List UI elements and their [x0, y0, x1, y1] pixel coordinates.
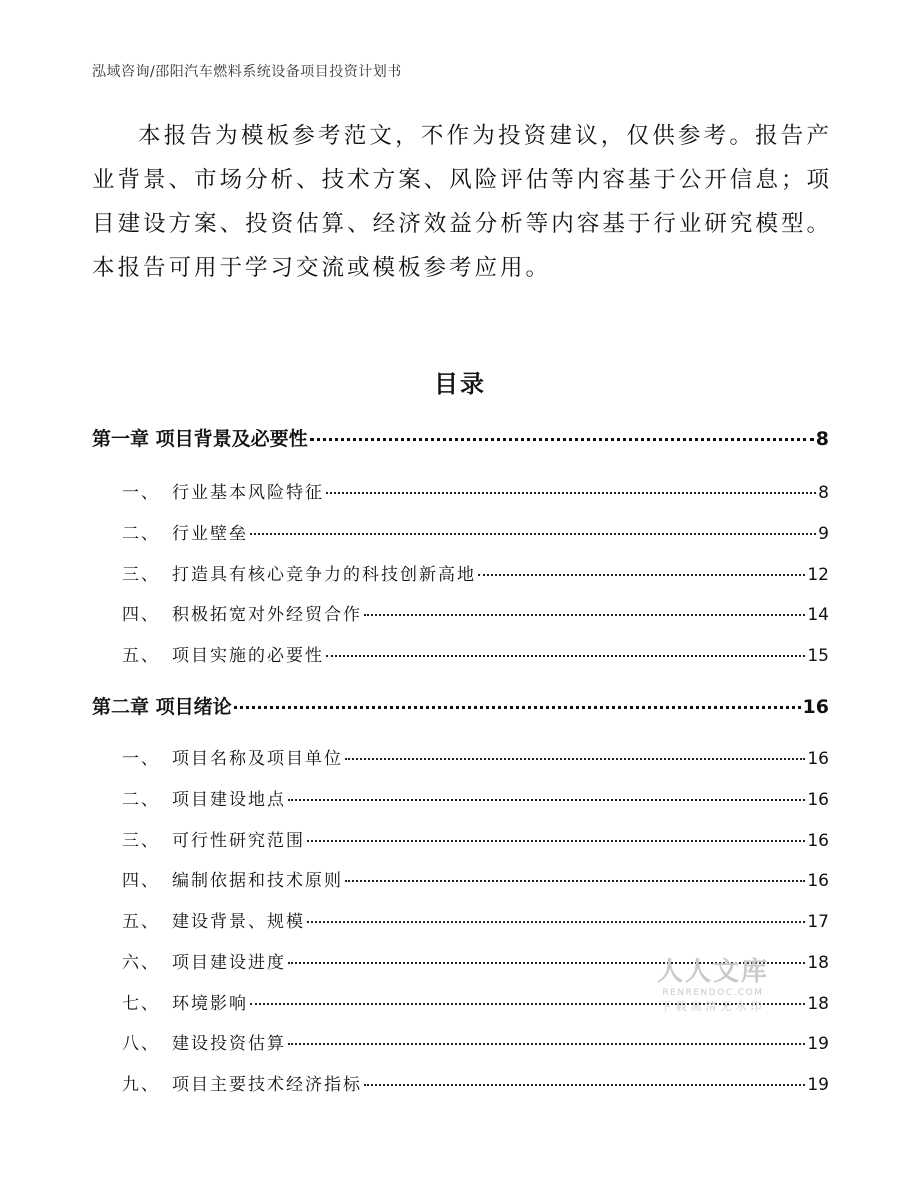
toc-page-number: 9	[818, 524, 829, 544]
toc-entry-number: 七、	[122, 994, 160, 1014]
toc-leader-dots	[250, 532, 816, 535]
toc-entry-number: 三、	[122, 831, 160, 851]
watermark-title: 人人文库	[656, 957, 769, 987]
watermark	[648, 957, 778, 1015]
toc-leader-dots	[307, 839, 805, 842]
toc-entry-number: 一、	[122, 483, 160, 503]
toc-entry[interactable]	[92, 1070, 829, 1098]
watermark-tagline: 下载高清无水印	[660, 1000, 766, 1013]
toc-leader-dots	[326, 654, 805, 657]
toc-entry-label: 项目建设地点	[172, 790, 286, 810]
toc-entry-number: 一、	[122, 749, 160, 769]
toc-entry-label: 项目实施的必要性	[172, 646, 324, 666]
toc-entry-number: 二、	[122, 524, 160, 544]
toc-entry-number: 二、	[122, 790, 160, 810]
toc-entry[interactable]	[92, 600, 829, 628]
toc-leader-dots	[288, 798, 805, 801]
toc-entry-label: 建设背景、规模	[172, 912, 305, 932]
toc-chapter-2[interactable]	[92, 692, 829, 724]
toc-chapter-1[interactable]	[92, 424, 829, 456]
toc-page-number: 18	[807, 994, 829, 1014]
toc-leader-dots	[364, 613, 805, 616]
toc-leader-dots	[288, 1042, 805, 1045]
toc-entry[interactable]	[92, 866, 829, 894]
toc-page-number: 19	[807, 1075, 829, 1095]
toc-entry-number: 五、	[122, 646, 160, 666]
toc-page-number: 8	[815, 428, 829, 450]
toc-entry[interactable]	[92, 785, 829, 813]
toc-entry-label: 建设投资估算	[172, 1034, 286, 1054]
toc-entry-label: 编制依据和技术原则	[172, 871, 343, 891]
toc-page-number: 18	[807, 953, 829, 973]
toc-entry-label: 环境影响	[172, 994, 248, 1014]
toc-entry-number: 九、	[122, 1075, 160, 1095]
toc-page-number: 15	[807, 646, 829, 666]
toc-page-number: 16	[807, 871, 829, 891]
toc-entry[interactable]	[92, 1029, 829, 1057]
toc-entry-label: 行业壁垒	[172, 524, 248, 544]
toc-title: 目录	[434, 370, 486, 398]
toc-entry[interactable]	[92, 826, 829, 854]
toc-page-number: 16	[807, 749, 829, 769]
toc-chapter-label: 第一章 项目背景及必要性	[92, 428, 308, 450]
toc-entry[interactable]	[92, 478, 829, 506]
toc-entry-label: 项目名称及项目单位	[172, 749, 343, 769]
toc-entry-number: 四、	[122, 871, 160, 891]
toc-entry-label: 打造具有核心竞争力的科技创新高地	[172, 565, 476, 585]
toc-entry-label: 积极拓宽对外经贸合作	[172, 605, 362, 625]
watermark-url: RENRENDOC.COM	[662, 988, 764, 998]
toc-page-number: 17	[807, 912, 829, 932]
toc-leader-dots	[326, 491, 816, 494]
toc-page-number: 14	[807, 605, 829, 625]
toc-page-number: 8	[818, 483, 829, 503]
toc-entry-number: 八、	[122, 1034, 160, 1054]
toc-leader-dots	[364, 1083, 805, 1086]
disclaimer-paragraph: 本报告为模板参考范文，不作为投资建议，仅供参考。报告产业背景、市场分析、技术方案、风险评估等内容基于公开信息；项目建设方案、投资估算、经济效益分析等内容基于行业研究模型。本报告可用于学习交流或模板参考应用。	[92, 123, 832, 281]
toc-entry-number: 六、	[122, 953, 160, 973]
toc-leader-dots	[310, 437, 814, 441]
toc-entry[interactable]	[92, 560, 829, 588]
toc-entry-number: 三、	[122, 565, 160, 585]
toc-page-number: 16	[807, 790, 829, 810]
toc-entry-label: 行业基本风险特征	[172, 483, 324, 503]
toc-page-number: 16	[802, 696, 829, 718]
document-header: 泓域咨询/邵阳汽车燃料系统设备项目投资计划书	[92, 64, 402, 80]
toc-page-number: 19	[807, 1034, 829, 1054]
toc-entry[interactable]	[92, 641, 829, 669]
toc-page-number: 16	[807, 831, 829, 851]
toc-leader-dots	[307, 920, 805, 923]
toc-leader-dots	[478, 573, 805, 576]
toc-entry[interactable]	[92, 519, 829, 547]
toc-entry[interactable]	[92, 744, 829, 772]
toc-leader-dots	[234, 705, 801, 709]
toc-entry[interactable]	[92, 907, 829, 935]
toc-entry-number: 四、	[122, 605, 160, 625]
toc-page-number: 12	[807, 565, 829, 585]
toc-leader-dots	[345, 879, 805, 882]
toc-leader-dots	[345, 757, 805, 760]
toc-entry-label: 项目建设进度	[172, 953, 286, 973]
toc-entry-label: 项目主要技术经济指标	[172, 1075, 362, 1095]
toc-entry-number: 五、	[122, 912, 160, 932]
toc-chapter-label: 第二章 项目绪论	[92, 696, 232, 718]
toc-entry-label: 可行性研究范围	[172, 831, 305, 851]
